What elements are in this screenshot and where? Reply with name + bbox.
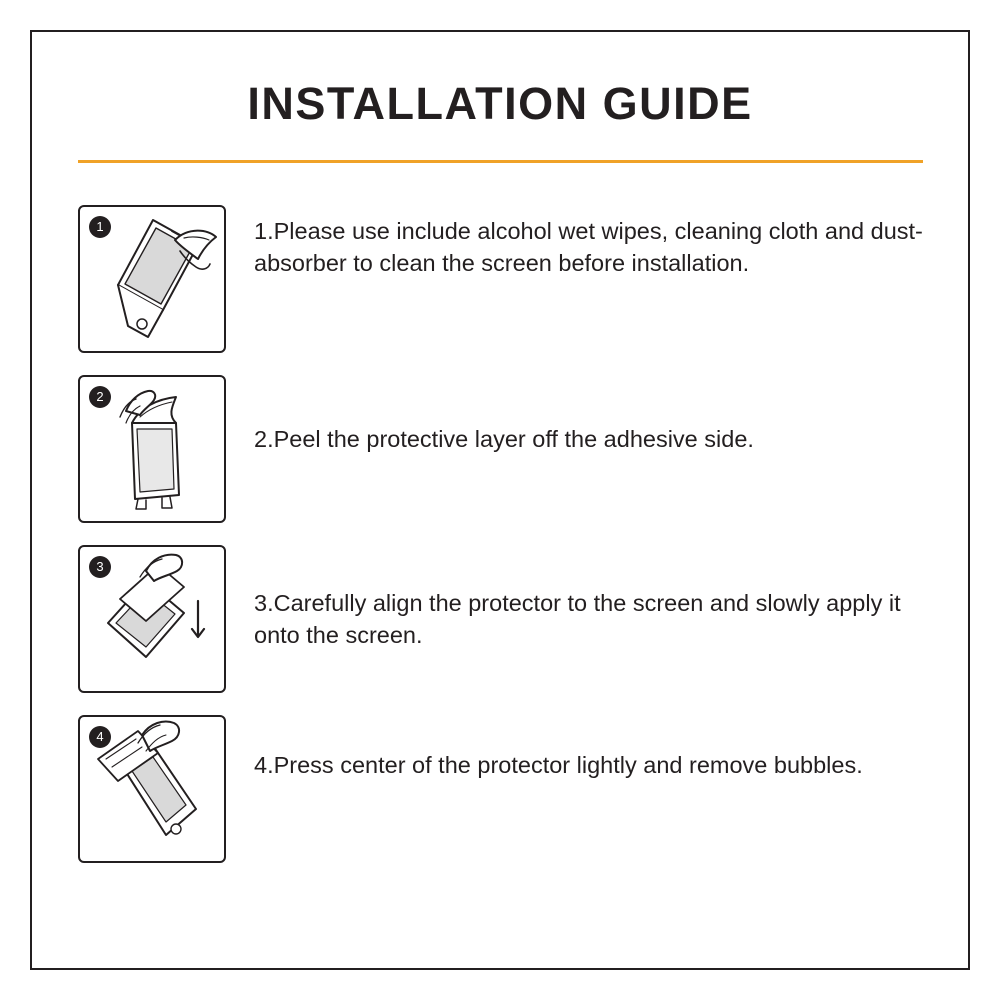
list-item bbox=[78, 715, 928, 863]
step-1-illustration bbox=[78, 205, 226, 353]
step-3-badge: 3 bbox=[89, 556, 111, 578]
step-2-illustration bbox=[78, 375, 226, 523]
step-3-instruction: Carefully align the protector to the screen and slowly apply it onto the screen. bbox=[254, 590, 901, 649]
step-4-instruction: Press center of the protector lightly and remove bubbles. bbox=[273, 752, 863, 778]
step-4-illustration bbox=[78, 715, 226, 863]
list-item bbox=[78, 205, 928, 353]
step-4-text bbox=[226, 715, 928, 781]
step-4-number: 4. bbox=[254, 752, 274, 778]
step-1-number: 1. bbox=[254, 218, 274, 244]
title-divider bbox=[78, 160, 923, 163]
step-3-text bbox=[226, 545, 928, 652]
step-1-badge: 1 bbox=[89, 216, 111, 238]
step-4-badge: 4 bbox=[89, 726, 111, 748]
step-2-badge: 2 bbox=[89, 386, 111, 408]
step-1-instruction: Please use include alcohol wet wipes, cleaning cloth and dust-absorber to clean the screen before installation. bbox=[254, 218, 923, 277]
page-title: INSTALLATION GUIDE bbox=[247, 78, 753, 129]
step-2-number: 2. bbox=[254, 426, 274, 452]
steps-list bbox=[78, 205, 928, 885]
step-2-text bbox=[226, 375, 928, 455]
step-3-number: 3. bbox=[254, 590, 274, 616]
list-item bbox=[78, 545, 928, 693]
step-3-illustration bbox=[78, 545, 226, 693]
step-2-instruction: Peel the protective layer off the adhesive side. bbox=[273, 426, 754, 452]
list-item bbox=[78, 375, 928, 523]
step-1-text bbox=[226, 205, 928, 280]
